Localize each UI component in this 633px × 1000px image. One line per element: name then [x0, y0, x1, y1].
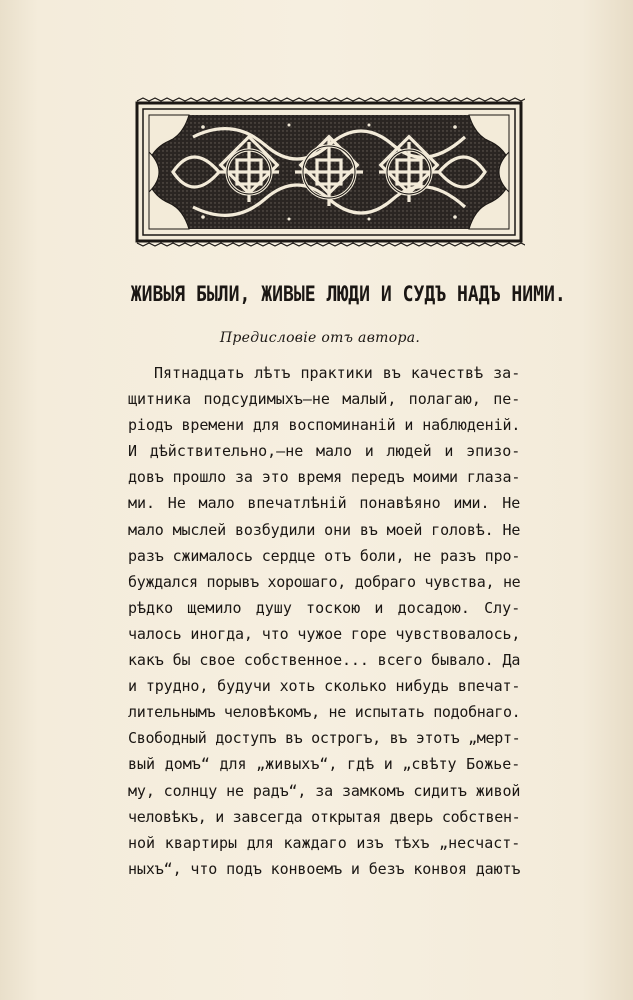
chapter-subtitle: Предисловіе отъ автора. — [219, 330, 421, 346]
text-line: лительнымъ человѣкомъ, не испытать подобнаго. — [128, 703, 521, 722]
text-line: щитника подсудимыхъ—не малый, полагаю, пе- — [128, 390, 521, 409]
text-line: Пятнадцать лѣтъ практики въ качествѣ за- — [154, 364, 521, 382]
ornamental-headpiece-icon — [133, 97, 525, 247]
text-line: рѣдко щемило душу тоскою и досадою. Слу- — [128, 598, 521, 617]
text-line: чалось иногда, что чужое горе чувствовалось, — [128, 624, 521, 643]
text-line: му, солнцу не радъ“, за замкомъ сидитъ живой — [128, 781, 521, 800]
text-line: человѣкъ, и завсегда открытая дверь собствен- — [128, 807, 521, 826]
text-line: Свободный доступъ въ острогъ, въ этотъ „мерт- — [128, 729, 521, 748]
text-line: ми. Не мало впечатлѣній понавѣяно ими. Не — [128, 494, 521, 513]
text-line: ныхъ“, что подъ конвоемъ и безъ конвоя даютъ — [128, 859, 521, 878]
text-line: какъ бы свое собственное... всего бывало. Да — [128, 651, 521, 670]
text-line: и трудно, будучи хоть сколько нибудь впечат- — [128, 677, 521, 696]
text-line: ріодъ времени для воспоминаній и наблюденій. — [128, 416, 521, 435]
text-line: вый домъ“ для „живыхъ“, гдѣ и „свѣту Божье- — [128, 755, 521, 774]
text-line: буждался порывъ хорошаго, добраго чувства, не — [128, 572, 521, 591]
text-line: довъ прошло за это время передъ моими глаза- — [128, 468, 521, 487]
text-line: ной квартиры для каждаго изъ тѣхъ „несчаст- — [128, 833, 521, 852]
chapter-title: ЖИВЫЯ БЫЛИ, ЖИВЫЕ ЛЮДИ И СУДЪ НАДЪ НИМИ. — [130, 282, 566, 306]
text-line: мало мыслей возбудили они въ моей головѣ. Не — [128, 520, 521, 539]
text-line: И дѣйствительно,—не мало и людей и эпизо- — [128, 442, 521, 461]
body-text — [128, 360, 520, 882]
text-line: разъ сжималось сердце отъ боли, не разъ про- — [128, 546, 521, 565]
